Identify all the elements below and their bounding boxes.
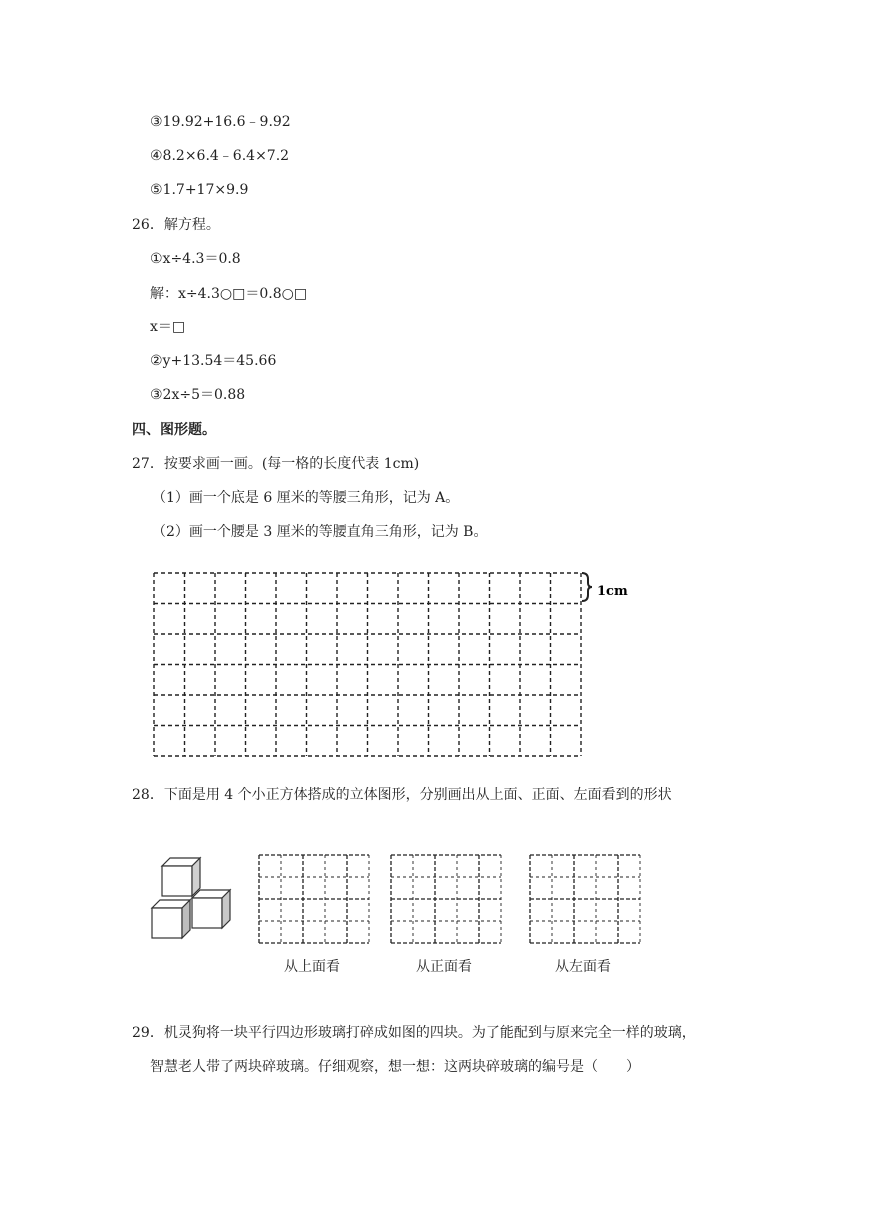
equation-1: ①x÷4.3＝0.8 bbox=[150, 251, 241, 267]
unit-label: 1cm bbox=[597, 584, 628, 599]
caption-left-view: 从左面看 bbox=[555, 959, 611, 975]
solution-result: x＝□ bbox=[150, 319, 186, 335]
grid-lines bbox=[154, 573, 581, 756]
section-heading: 四、图形题。 bbox=[132, 422, 216, 438]
question-27-part-1: （1）画一个底是 6 厘米的等腰三角形，记为 A。 bbox=[152, 490, 460, 506]
cube-figure bbox=[150, 852, 240, 942]
expr-5: ⑤1.7+17×9.9 bbox=[150, 182, 249, 198]
equation-2: ②y+13.54＝45.66 bbox=[150, 353, 277, 369]
top-view-grid bbox=[258, 854, 370, 946]
question-27-part-2: （2）画一个腰是 3 厘米的等腰直角三角形，记为 B。 bbox=[152, 524, 488, 540]
brace-icon bbox=[582, 573, 592, 601]
expr-4: ④8.2×6.4﹣6.4×7.2 bbox=[150, 148, 290, 164]
equation-3: ③2x÷5＝0.88 bbox=[150, 387, 246, 403]
caption-top-view: 从上面看 bbox=[284, 959, 340, 975]
cube-front-face bbox=[162, 866, 192, 896]
question-26: 26．解方程。 bbox=[132, 217, 220, 233]
front-view-grid bbox=[390, 854, 502, 946]
drawing-grid bbox=[150, 565, 670, 765]
question-28: 28．下面是用 4 个小正方体搭成的立体图形，分别画出从上面、正面、左面看到的形状 bbox=[132, 787, 672, 803]
caption-front-view: 从正面看 bbox=[416, 959, 472, 975]
question-27: 27．按要求画一画。(每一格的长度代表 1cm) bbox=[132, 456, 420, 472]
question-29-cont: 智慧老人带了两块碎玻璃。仔细观察，想一想：这两块碎玻璃的编号是（ ） bbox=[150, 1059, 640, 1075]
expr-3: ③19.92+16.6﹣9.92 bbox=[150, 114, 291, 130]
left-view-grid bbox=[529, 854, 641, 946]
solution-step: 解：x÷4.3○□＝0.8○□ bbox=[150, 286, 308, 302]
question-29: 29．机灵狗将一块平行四边形玻璃打碎成如图的四块。为了能配到与原来完全一样的玻璃， bbox=[132, 1025, 696, 1041]
